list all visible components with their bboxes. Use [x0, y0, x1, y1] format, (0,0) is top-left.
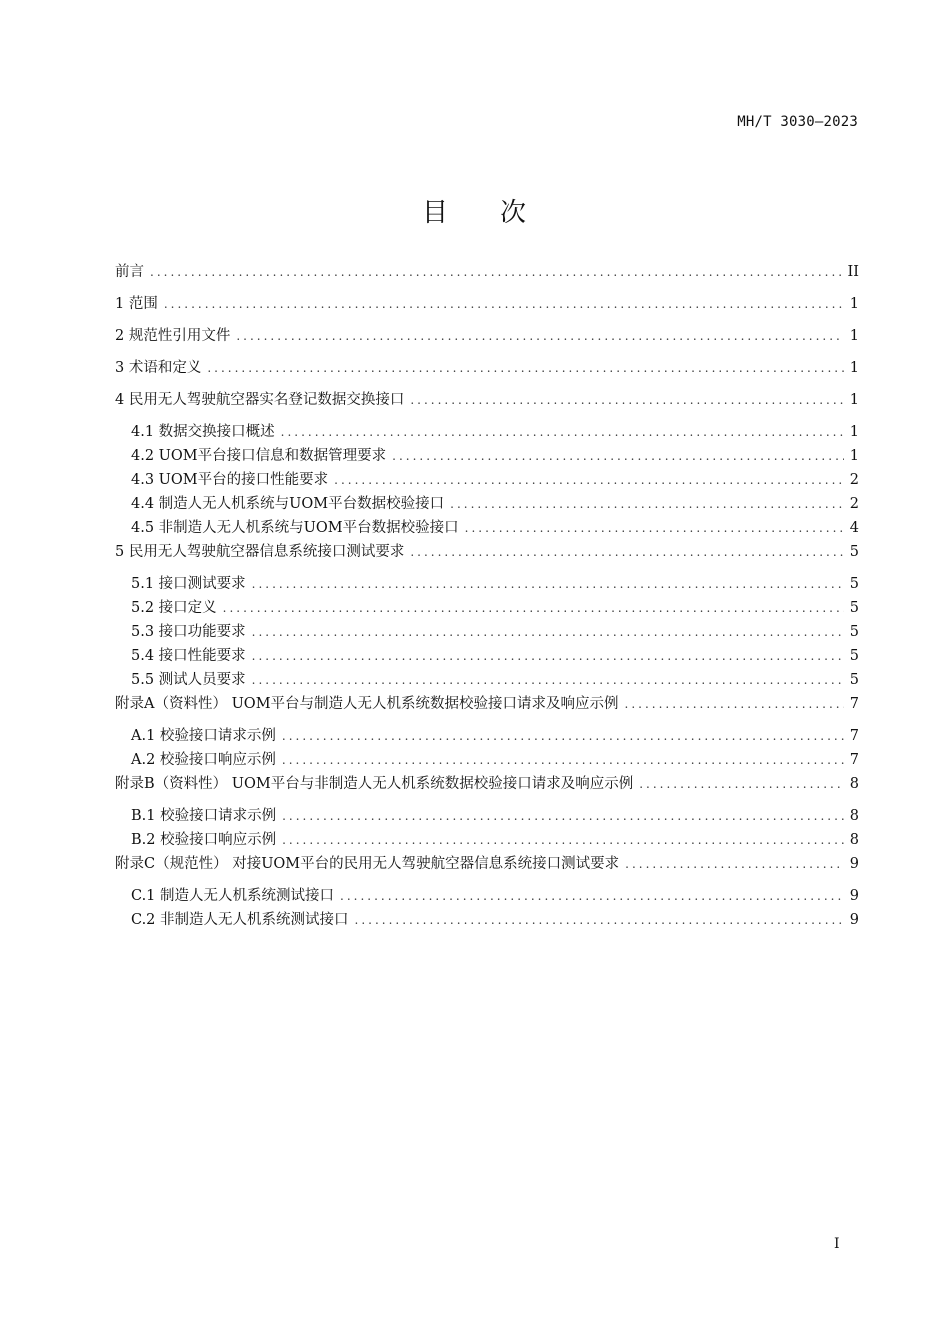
- toc-entry[interactable]: [115, 326, 859, 358]
- toc-entry-page: 2: [849, 496, 859, 512]
- toc-entry-label: 附录C（规范性） 对接UOM平台的民用无人驾驶航空器信息系统接口测试要求: [115, 856, 620, 872]
- toc-dot-leader: [252, 646, 844, 666]
- toc-entry-label: 5.3 接口功能要求: [131, 624, 246, 640]
- toc-entry-page: 5: [849, 544, 859, 560]
- toc-entry-label: 4.4 制造人无人机系统与UOM平台数据校验接口: [131, 496, 445, 512]
- page-title-part-1: 目: [421, 198, 450, 228]
- table-of-contents: [115, 262, 859, 934]
- toc-entry-label: 5.2 接口定义: [131, 600, 217, 616]
- toc-entry-page: 5: [849, 600, 859, 616]
- toc-entry[interactable]: [115, 358, 859, 390]
- toc-entry[interactable]: [115, 470, 859, 494]
- toc-dot-leader: [207, 358, 843, 378]
- toc-dot-leader: [252, 670, 844, 690]
- toc-entry-page: 5: [849, 576, 859, 592]
- toc-entry[interactable]: [115, 694, 859, 726]
- toc-entry[interactable]: [115, 806, 859, 830]
- toc-entry[interactable]: [115, 670, 859, 694]
- page-number: I: [834, 1236, 840, 1252]
- toc-entry-page: 5: [849, 672, 859, 688]
- toc-entry[interactable]: [115, 294, 859, 326]
- toc-dot-leader: [282, 750, 844, 770]
- toc-entry-label: B.1 校验接口请求示例: [131, 808, 277, 824]
- toc-entry[interactable]: [115, 542, 859, 574]
- toc-dot-leader: [340, 886, 844, 906]
- toc-entry[interactable]: [115, 262, 859, 294]
- toc-dot-leader: [281, 422, 844, 442]
- page-title: [0, 192, 950, 229]
- toc-entry[interactable]: [115, 390, 859, 422]
- toc-entry-label: 4.2 UOM平台接口信息和数据管理要求: [131, 448, 387, 464]
- toc-entry-label: 5.5 测试人员要求: [131, 672, 246, 688]
- toc-entry-label: 1 范围: [115, 296, 158, 312]
- toc-entry-label: B.2 校验接口响应示例: [131, 832, 277, 848]
- toc-entry[interactable]: [115, 646, 859, 670]
- toc-entry[interactable]: [115, 750, 859, 774]
- toc-entry-page: 7: [849, 752, 859, 768]
- toc-dot-leader: [392, 446, 844, 466]
- toc-dot-leader: [355, 910, 844, 930]
- toc-entry[interactable]: [115, 830, 859, 854]
- toc-entry-page: 4: [849, 520, 859, 536]
- toc-entry-page: 2: [849, 472, 859, 488]
- toc-dot-leader: [150, 262, 842, 282]
- toc-entry-label: 4.1 数据交换接口概述: [131, 424, 275, 440]
- toc-dot-leader: [450, 494, 844, 514]
- toc-dot-leader: [639, 774, 844, 794]
- toc-entry-label: C.2 非制造人无人机系统测试接口: [131, 912, 349, 928]
- toc-entry[interactable]: [115, 886, 859, 910]
- toc-entry-page: 9: [849, 912, 859, 928]
- toc-dot-leader: [625, 694, 844, 714]
- page-title-part-2: 次: [500, 198, 529, 228]
- toc-dot-leader: [252, 622, 844, 642]
- toc-dot-leader: [164, 294, 844, 314]
- toc-dot-leader: [334, 470, 844, 490]
- toc-entry[interactable]: [115, 494, 859, 518]
- toc-entry-label: 4.5 非制造人无人机系统与UOM平台数据校验接口: [131, 520, 459, 536]
- toc-entry[interactable]: [115, 774, 859, 806]
- toc-entry-label: A.2 校验接口响应示例: [131, 752, 276, 768]
- toc-entry-label: 5.4 接口性能要求: [131, 648, 246, 664]
- toc-entry[interactable]: [115, 622, 859, 646]
- toc-entry-label: 附录B（资料性） UOM平台与非制造人无人机系统数据校验接口请求及响应示例: [115, 776, 634, 792]
- toc-entry-page: 9: [849, 888, 859, 904]
- toc-entry-page: 7: [849, 728, 859, 744]
- toc-entry-page: 5: [849, 624, 859, 640]
- toc-entry-page: 9: [849, 856, 859, 872]
- toc-entry-page: II: [847, 264, 859, 280]
- toc-entry-page: 8: [849, 808, 859, 824]
- toc-entry[interactable]: [115, 726, 859, 750]
- toc-entry[interactable]: [115, 574, 859, 598]
- toc-dot-leader: [410, 542, 843, 562]
- toc-entry-label: 附录A（资料性） UOM平台与制造人无人机系统数据校验接口请求及响应示例: [115, 696, 619, 712]
- toc-dot-leader: [282, 726, 844, 746]
- toc-entry-page: 8: [849, 776, 859, 792]
- toc-entry-page: 1: [849, 296, 859, 312]
- toc-dot-leader: [410, 390, 843, 410]
- toc-entry[interactable]: [115, 518, 859, 542]
- toc-entry[interactable]: [115, 910, 859, 934]
- toc-entry-label: A.1 校验接口请求示例: [131, 728, 276, 744]
- toc-entry-page: 8: [849, 832, 859, 848]
- toc-entry-page: 1: [849, 360, 859, 376]
- toc-entry-page: 1: [849, 424, 859, 440]
- toc-entry-page: 1: [849, 392, 859, 408]
- toc-entry-label: 5.1 接口测试要求: [131, 576, 246, 592]
- toc-entry-label: 2 规范性引用文件: [115, 328, 231, 344]
- toc-entry-page: 7: [849, 696, 859, 712]
- toc-entry[interactable]: [115, 446, 859, 470]
- toc-entry[interactable]: [115, 854, 859, 886]
- toc-entry-label: 4.3 UOM平台的接口性能要求: [131, 472, 329, 488]
- toc-entry[interactable]: [115, 598, 859, 622]
- toc-dot-leader: [625, 854, 844, 874]
- toc-entry-page: 1: [849, 328, 859, 344]
- toc-dot-leader: [252, 574, 844, 594]
- toc-entry-page: 5: [849, 648, 859, 664]
- toc-entry-label: 前言: [115, 264, 144, 280]
- toc-entry[interactable]: [115, 422, 859, 446]
- toc-entry-label: 5 民用无人驾驶航空器信息系统接口测试要求: [115, 544, 405, 560]
- toc-entry-label: 4 民用无人驾驶航空器实名登记数据交换接口: [115, 392, 405, 408]
- toc-entry-label: 3 术语和定义: [115, 360, 202, 376]
- toc-dot-leader: [236, 326, 843, 346]
- toc-entry-page: 1: [849, 448, 859, 464]
- toc-dot-leader: [465, 518, 844, 538]
- toc-dot-leader: [282, 830, 844, 850]
- document-code: MH/T 3030—2023: [737, 114, 858, 130]
- toc-dot-leader: [282, 806, 844, 826]
- toc-entry-label: C.1 制造人无人机系统测试接口: [131, 888, 335, 904]
- toc-dot-leader: [223, 598, 844, 618]
